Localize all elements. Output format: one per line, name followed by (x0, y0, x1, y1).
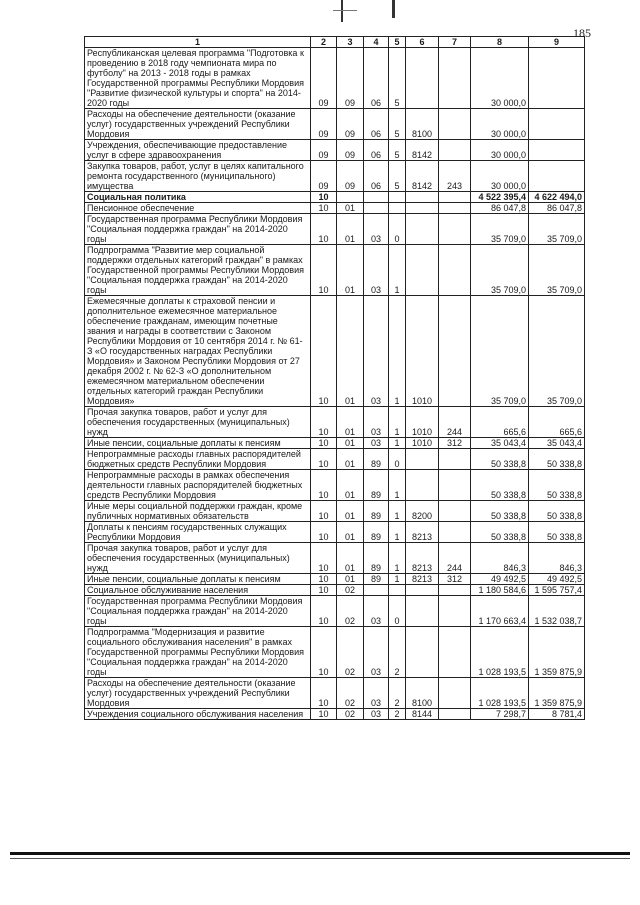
code-direction: 1010 (406, 296, 439, 407)
table-row (85, 596, 585, 627)
code-expense-type: 312 (439, 574, 471, 585)
code-expense-type (439, 470, 471, 501)
budget-table (84, 36, 585, 720)
code-expense-type: 243 (439, 161, 471, 192)
code-direction (406, 192, 439, 203)
code-direction: 8144 (406, 709, 439, 720)
code-subsection: 01 (337, 470, 364, 501)
amount-col-8: 50 338,8 (471, 470, 529, 501)
table-row (85, 678, 585, 709)
code-subsection: 02 (337, 709, 364, 720)
amount-col-8: 4 522 395,4 (471, 192, 529, 203)
column-header: 9 (529, 37, 585, 48)
code-section: 10 (311, 709, 337, 720)
code-direction: 8213 (406, 522, 439, 543)
amount-col-8: 86 047,8 (471, 203, 529, 214)
amount-col-9: 1 359 875,9 (529, 678, 585, 709)
code-subsection: 01 (337, 543, 364, 574)
row-description: Непрограммные расходы главных распорядителей бюджетных средств Республики Мордовия (85, 449, 311, 470)
code-direction (406, 585, 439, 596)
code-expense-type (439, 709, 471, 720)
code-subsection: 02 (337, 596, 364, 627)
code-direction (406, 245, 439, 296)
code-program: 89 (364, 522, 389, 543)
code-subprogram: 1 (389, 501, 406, 522)
row-description: Расходы на обеспечение деятельности (оказание услуг) государственных учреждений Республики Мордовия (85, 109, 311, 140)
code-section: 10 (311, 296, 337, 407)
code-subprogram: 5 (389, 109, 406, 140)
code-subsection: 02 (337, 585, 364, 596)
amount-col-8: 30 000,0 (471, 161, 529, 192)
amount-col-8: 35 709,0 (471, 214, 529, 245)
code-subsection: 01 (337, 245, 364, 296)
code-subprogram (389, 192, 406, 203)
code-subprogram: 0 (389, 449, 406, 470)
code-section: 10 (311, 192, 337, 203)
code-program: 06 (364, 140, 389, 161)
row-description: Доплаты к пенсиям государственных служащих Республики Мордовия (85, 522, 311, 543)
column-header: 2 (311, 37, 337, 48)
code-direction: 1010 (406, 438, 439, 449)
row-description: Непрограммные расходы в рамках обеспечения деятельности главных распорядителей бюджетных средств Республики Мордовия (85, 470, 311, 501)
table-row (85, 574, 585, 585)
amount-col-8: 1 180 584,6 (471, 585, 529, 596)
code-subprogram: 2 (389, 709, 406, 720)
row-description: Подпрограмма "Модернизация и развитие социального обслуживания населения" в рамках Государственной программы Республики Мордовия "Социальная поддержка граждан" на 2014-2020 годы (85, 627, 311, 678)
code-program (364, 585, 389, 596)
code-expense-type (439, 627, 471, 678)
table-row (85, 192, 585, 203)
column-header: 6 (406, 37, 439, 48)
table-row (85, 296, 585, 407)
row-description: Ежемесячные доплаты к страховой пенсии и дополнительное ежемесячное материальное обеспечение гражданам, имеющим почетные звания и награды в соответствии с Законом Республики Мордовия от 10 сентября 2014 г. № 61-З «О государственных наградах Республики Мордовия» и Законом Республики Мордовия от 27 декабря 2002 г. № 62-З «О дополнительном ежемесячном материальном обеспечении отдельных категорий граждан Республики Мордовия» (85, 296, 311, 407)
code-subprogram: 5 (389, 161, 406, 192)
table-row (85, 470, 585, 501)
table-row (85, 627, 585, 678)
code-subsection: 09 (337, 48, 364, 109)
code-expense-type (439, 109, 471, 140)
row-description: Иные меры социальной поддержки граждан, кроме публичных нормативных обязательств (85, 501, 311, 522)
row-description: Социальная политика (85, 192, 311, 203)
code-section: 10 (311, 627, 337, 678)
code-subsection: 01 (337, 501, 364, 522)
code-expense-type: 312 (439, 438, 471, 449)
column-header: 4 (364, 37, 389, 48)
amount-col-8: 1 028 193,5 (471, 678, 529, 709)
code-subsection: 02 (337, 627, 364, 678)
code-subprogram (389, 203, 406, 214)
code-section: 10 (311, 438, 337, 449)
table-row (85, 214, 585, 245)
table-row (85, 709, 585, 720)
amount-col-9: 50 338,8 (529, 522, 585, 543)
amount-col-8: 50 338,8 (471, 501, 529, 522)
table-row (85, 203, 585, 214)
code-subprogram: 1 (389, 438, 406, 449)
code-program: 03 (364, 245, 389, 296)
code-expense-type (439, 522, 471, 543)
code-direction: 8100 (406, 109, 439, 140)
code-direction (406, 627, 439, 678)
amount-col-9: 1 532 038,7 (529, 596, 585, 627)
bottom-rule (10, 858, 630, 859)
code-direction: 8142 (406, 140, 439, 161)
bottom-rule (10, 852, 630, 855)
code-program (364, 192, 389, 203)
code-subsection: 01 (337, 574, 364, 585)
code-subprogram: 1 (389, 407, 406, 438)
amount-col-8: 30 000,0 (471, 140, 529, 161)
table-row (85, 48, 585, 109)
row-description: Подпрограмма "Развитие мер социальной поддержки отдельных категорий граждан" в рамках Государственной программы Республики Мордовия "Социальная поддержка граждан" на 2014-2020 годы (85, 245, 311, 296)
code-subprogram (389, 585, 406, 596)
code-direction (406, 48, 439, 109)
amount-col-9: 665,6 (529, 407, 585, 438)
amount-col-8: 1 028 193,5 (471, 627, 529, 678)
code-section: 10 (311, 522, 337, 543)
code-program: 06 (364, 109, 389, 140)
row-description: Прочая закупка товаров, работ и услуг для обеспечения государственных (муниципальных) нужд (85, 543, 311, 574)
code-expense-type (439, 449, 471, 470)
code-program: 03 (364, 214, 389, 245)
code-program: 89 (364, 574, 389, 585)
row-description: Иные пенсии, социальные доплаты к пенсиям (85, 438, 311, 449)
table-row (85, 161, 585, 192)
amount-col-9: 35 043,4 (529, 438, 585, 449)
code-expense-type (439, 596, 471, 627)
code-subsection: 01 (337, 214, 364, 245)
code-expense-type (439, 214, 471, 245)
table-row (85, 438, 585, 449)
code-program: 03 (364, 627, 389, 678)
code-section: 10 (311, 407, 337, 438)
row-description: Республиканская целевая программа "Подготовка к проведению в 2018 году чемпионата мира по футболу" на 2013 - 2018 годы в рамках Государственной программы Республики Мордовия "Развитие физической культуры и спорта" на 2014-2020 годы (85, 48, 311, 109)
amount-col-9 (529, 161, 585, 192)
code-direction: 8142 (406, 161, 439, 192)
column-header: 1 (85, 37, 311, 48)
code-program: 03 (364, 709, 389, 720)
table-header-row (85, 37, 585, 48)
amount-col-8: 665,6 (471, 407, 529, 438)
amount-col-8: 50 338,8 (471, 449, 529, 470)
row-description: Государственная программа Республики Мордовия "Социальная поддержка граждан" на 2014-2020 годы (85, 214, 311, 245)
amount-col-9: 35 709,0 (529, 214, 585, 245)
code-section: 10 (311, 501, 337, 522)
code-subsection (337, 192, 364, 203)
code-program: 89 (364, 449, 389, 470)
amount-col-9 (529, 48, 585, 109)
code-program: 03 (364, 407, 389, 438)
amount-col-8: 50 338,8 (471, 522, 529, 543)
code-section: 10 (311, 574, 337, 585)
code-expense-type: 244 (439, 407, 471, 438)
code-subprogram: 1 (389, 296, 406, 407)
code-section: 09 (311, 109, 337, 140)
code-subprogram: 5 (389, 48, 406, 109)
code-expense-type (439, 48, 471, 109)
code-subprogram: 5 (389, 140, 406, 161)
code-expense-type (439, 296, 471, 407)
code-expense-type (439, 245, 471, 296)
scan-artifact (341, 0, 343, 22)
code-section: 10 (311, 678, 337, 709)
row-description: Социальное обслуживание населения (85, 585, 311, 596)
amount-col-9: 86 047,8 (529, 203, 585, 214)
code-subsection: 01 (337, 296, 364, 407)
table-row (85, 245, 585, 296)
amount-col-9 (529, 109, 585, 140)
row-description: Прочая закупка товаров, работ и услуг для обеспечения государственных (муниципальных) нужд (85, 407, 311, 438)
amount-col-9: 50 338,8 (529, 501, 585, 522)
code-subsection: 01 (337, 522, 364, 543)
code-program: 06 (364, 48, 389, 109)
amount-col-9: 49 492,5 (529, 574, 585, 585)
code-expense-type (439, 585, 471, 596)
code-direction: 8100 (406, 678, 439, 709)
amount-col-8: 846,3 (471, 543, 529, 574)
amount-col-8: 35 709,0 (471, 296, 529, 407)
code-expense-type (439, 203, 471, 214)
amount-col-9: 50 338,8 (529, 470, 585, 501)
code-section: 10 (311, 543, 337, 574)
code-subprogram: 1 (389, 245, 406, 296)
amount-col-9: 4 622 494,0 (529, 192, 585, 203)
row-description: Учреждения социального обслуживания населения (85, 709, 311, 720)
amount-col-8: 35 043,4 (471, 438, 529, 449)
code-section: 09 (311, 48, 337, 109)
code-direction (406, 214, 439, 245)
code-section: 10 (311, 596, 337, 627)
row-description: Учреждения, обеспечивающие предоставление услуг в сфере здравоохранения (85, 140, 311, 161)
code-subsection: 01 (337, 449, 364, 470)
row-description: Пенсионное обеспечение (85, 203, 311, 214)
code-subprogram: 1 (389, 543, 406, 574)
code-subprogram: 2 (389, 678, 406, 709)
amount-col-8: 7 298,7 (471, 709, 529, 720)
code-subsection: 01 (337, 438, 364, 449)
code-program: 03 (364, 596, 389, 627)
amount-col-9: 8 781,4 (529, 709, 585, 720)
code-subsection: 02 (337, 678, 364, 709)
amount-col-9: 1 595 757,4 (529, 585, 585, 596)
code-program: 06 (364, 161, 389, 192)
page-number: 185 (573, 26, 591, 40)
code-direction (406, 449, 439, 470)
code-subprogram: 0 (389, 214, 406, 245)
code-direction (406, 470, 439, 501)
table-row (85, 407, 585, 438)
table-row (85, 585, 585, 596)
amount-col-9: 1 359 875,9 (529, 627, 585, 678)
code-subsection: 09 (337, 161, 364, 192)
code-subprogram: 1 (389, 522, 406, 543)
amount-col-8: 30 000,0 (471, 109, 529, 140)
code-expense-type (439, 678, 471, 709)
amount-col-9 (529, 140, 585, 161)
code-direction: 1010 (406, 407, 439, 438)
code-expense-type (439, 140, 471, 161)
code-program: 03 (364, 438, 389, 449)
code-direction (406, 203, 439, 214)
code-subprogram: 1 (389, 574, 406, 585)
amount-col-9: 846,3 (529, 543, 585, 574)
code-direction: 8213 (406, 543, 439, 574)
code-section: 09 (311, 140, 337, 161)
amount-col-9: 50 338,8 (529, 449, 585, 470)
code-program (364, 203, 389, 214)
row-description: Государственная программа Республики Мордовия "Социальная поддержка граждан" на 2014-2020 годы (85, 596, 311, 627)
table-row (85, 140, 585, 161)
code-direction: 8213 (406, 574, 439, 585)
code-section: 10 (311, 245, 337, 296)
code-section: 10 (311, 214, 337, 245)
amount-col-8: 35 709,0 (471, 245, 529, 296)
code-expense-type (439, 192, 471, 203)
amount-col-9: 35 709,0 (529, 296, 585, 407)
column-header: 7 (439, 37, 471, 48)
code-section: 10 (311, 470, 337, 501)
table-row (85, 501, 585, 522)
code-direction (406, 596, 439, 627)
code-subsection: 01 (337, 407, 364, 438)
column-header: 8 (471, 37, 529, 48)
scan-artifact (392, 0, 395, 18)
code-subsection: 09 (337, 140, 364, 161)
code-direction: 8200 (406, 501, 439, 522)
code-program: 89 (364, 501, 389, 522)
table-row (85, 449, 585, 470)
code-section: 10 (311, 449, 337, 470)
code-program: 89 (364, 470, 389, 501)
row-description: Расходы на обеспечение деятельности (оказание услуг) государственных учреждений Республики Мордовия (85, 678, 311, 709)
code-subprogram: 1 (389, 470, 406, 501)
code-subsection: 01 (337, 203, 364, 214)
code-section: 10 (311, 203, 337, 214)
table-row (85, 543, 585, 574)
amount-col-8: 30 000,0 (471, 48, 529, 109)
row-description: Иные пенсии, социальные доплаты к пенсиям (85, 574, 311, 585)
code-subprogram: 0 (389, 596, 406, 627)
amount-col-8: 1 170 663,4 (471, 596, 529, 627)
table-row (85, 522, 585, 543)
column-header: 3 (337, 37, 364, 48)
code-program: 89 (364, 543, 389, 574)
code-program: 03 (364, 296, 389, 407)
code-section: 09 (311, 161, 337, 192)
code-expense-type: 244 (439, 543, 471, 574)
code-subsection: 09 (337, 109, 364, 140)
amount-col-9: 35 709,0 (529, 245, 585, 296)
code-program: 03 (364, 678, 389, 709)
code-section: 10 (311, 585, 337, 596)
code-expense-type (439, 501, 471, 522)
amount-col-8: 49 492,5 (471, 574, 529, 585)
table-row (85, 109, 585, 140)
scan-artifact (333, 10, 357, 11)
code-subprogram: 2 (389, 627, 406, 678)
column-header: 5 (389, 37, 406, 48)
row-description: Закупка товаров, работ, услуг в целях капитального ремонта государственного (муниципального) имущества (85, 161, 311, 192)
